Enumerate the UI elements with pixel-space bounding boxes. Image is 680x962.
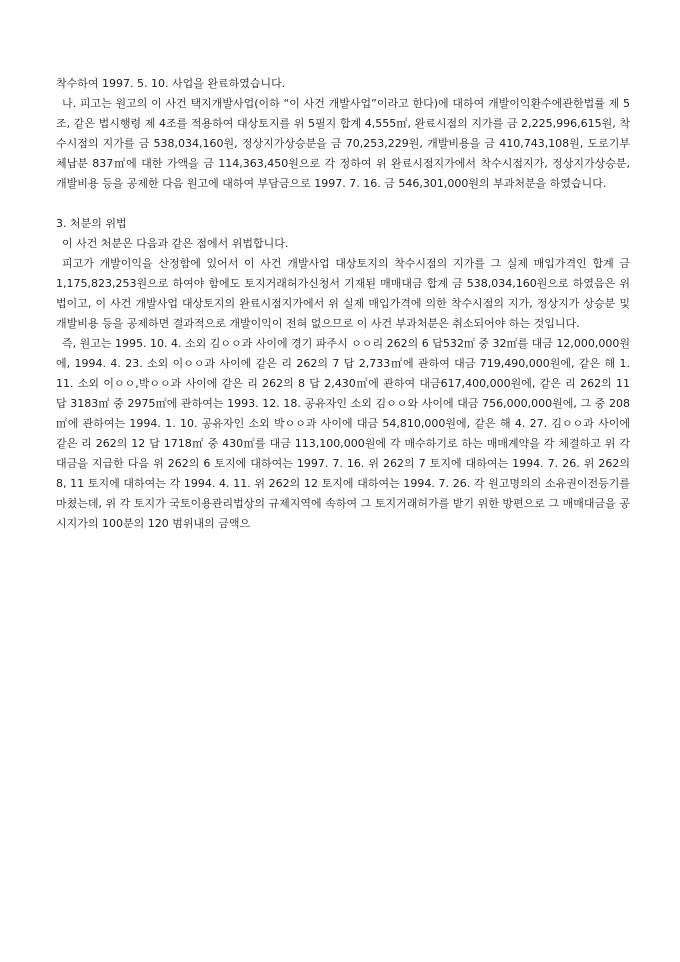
- paragraph-purchase-details: 즉, 원고는 1995. 10. 4. 소외 김ㅇㅇ과 사이에 경기 파주시 ㅇㅇ리 262의 6 답532㎡ 중 32㎡를 대금 12,000,000원에, 1994. 4. 23. 소외 이ㅇㅇ과 사이에 같은 리 262의 7 답 2,733㎡에 관하여 대금 719,490,000원에, 같은 해 1. 11. 소외 이ㅇㅇ,박ㅇㅇ과 사이에 같은 리 262의 8 답 2,430㎡에 관하여 대금617,400,000원에, 같은 리 262의 11 답 3183㎡ 중 2975㎡에 관하여는 1993. 12. 18. 공유자인 소외 김ㅇㅇ와 사이에 대금 756,000,000원에, 그 중 208㎡에 관하여는 1994. 1. 10. 공유자인 소외 박ㅇㅇ과 사이에 대금 54,810,000원에, 같은 해 4. 27. 김ㅇㅇ과 사이에 같은 리 262의 12 답 1718㎡ 중 430㎡를 대금 113,100,000원에 각 매수하기로 하는 매매계약을 각 체결하고 위 각 대금을 지급한 다음 위 262의 6 토지에 대하여는 1997. 7. 16. 위 262의 7 토지에 대하여는 1994. 7. 26. 위 262의 8, 11 토지에 대하여는 각 1994. 4. 11. 위 262의 12 토지에 대하여는 1994. 7. 26. 각 원고명의의 소유권이전등기를 마쳤는데, 위 각 토지가 국토이용관리법상의 규제지역에 속하여 그 토지거래허가를 받기 위한 방편으로 그 매매대금을 공시지가의 100분의 120 범위내의 금액으: [56, 337, 630, 530]
- paragraph-gap: [56, 194, 630, 214]
- paragraph-illegality-intro: 이 사건 처분은 다음과 같은 점에서 위법합니다.: [62, 237, 289, 250]
- section-heading: 3. 처분의 위법: [56, 217, 127, 230]
- paragraph-na: 나. 피고는 원고의 이 사건 택지개발사업(이하 “이 사건 개발사업”이라고 한다)에 대하여 개발이익환수에관한법률 제 5조, 같은 법시행령 제 4조를 적용하여 대상토지를 위 5필지 합계 4,555㎡, 완료시점의 지가를 금 2,225,996,615원, 착수시점의 지가를 금 538,034,160원, 정상지가상승분을 금 70,253,229원, 개발비용을 금 410,743,108원, 도로기부 체납분 837㎡에 대한 가액을 금 114,363,450원으로 각 정하여 위 완료시점지가에서 착수시점지가, 정상지가상승분, 개발비용 등을 공제한 다음 원고에 대하여 부담금으로 1997. 7. 16. 금 546,301,000원의 부과처분을 하였습니다.: [56, 97, 630, 190]
- completion-line: 착수하여 1997. 5. 10. 사업을 완료하였습니다.: [56, 77, 286, 90]
- paragraph-illegality-reason: 피고가 개발이익을 산정함에 있어서 이 사건 개발사업 대상토지의 착수시점의 지가를 그 실제 매입가격인 합계 금 1,175,823,253원으로 하여야 함에도 토지거래허가신청서 기재된 매매대금 합계 금 538,034,160원으로 하였음은 위법이고, 이 사건 개발사업 대상토지의 완료시점지가에서 위 실제 매입가격에 의한 착수시점의 지가, 정상지가 상승분 및 개발비용 등을 공제하면 결과적으로 개발이익이 전혀 없으므로 이 사건 부과처분은 취소되어야 하는 것입니다.: [56, 257, 630, 330]
- document-page: [56, 74, 630, 534]
